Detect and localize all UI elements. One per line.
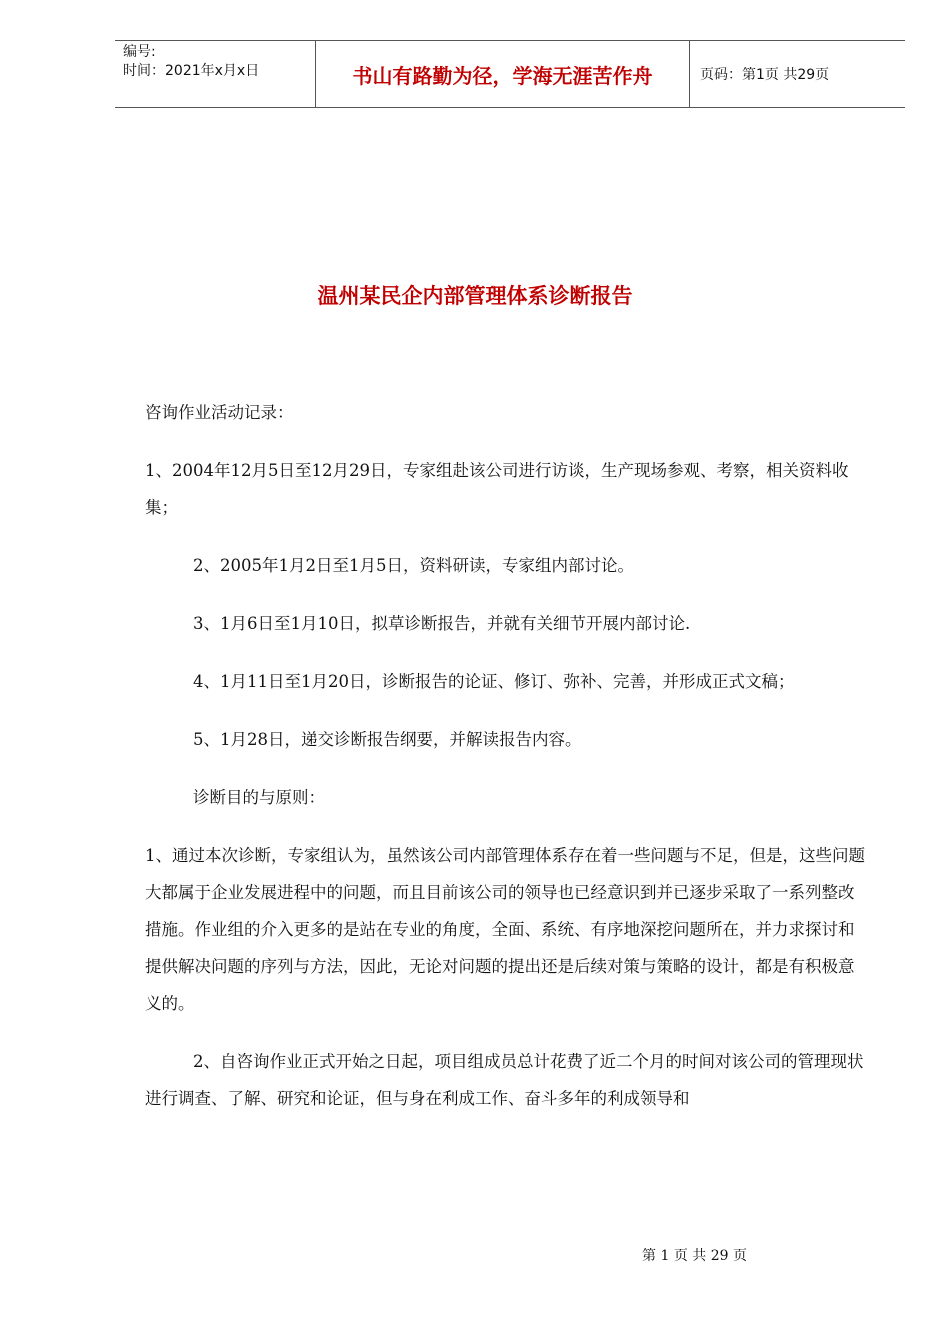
document-body — [145, 394, 867, 1138]
header-meta — [115, 41, 316, 107]
document-time-label: 时间：2021年x月x日 — [123, 63, 260, 79]
paragraph-activity-3: 3、1月6日至1月10日，拟草诊断报告，并就有关细节开展内部讨论. — [193, 614, 691, 633]
paragraph-activity-2: 2、2005年1月2日至1月5日，资料研读，专家组内部讨论。 — [193, 556, 634, 575]
paragraph-purpose-2: 2、自咨询作业正式开始之日起，项目组成员总计花费了近二个月的时间对该公司的管理现状进行调查、了解、研究和论证，但与身在利成工作、奋斗多年的利成领导和 — [145, 1052, 864, 1108]
document-number-label: 编号: — [123, 44, 156, 60]
paragraph-activity-4: 4、1月11日至1月20日，诊断报告的论证、修订、弥补、完善，并形成正式文稿； — [193, 672, 795, 691]
paragraph-activity-5: 5、1月28日，递交诊断报告纲要，并解读报告内容。 — [193, 730, 582, 749]
page-footer: 第 1 页 共 29 页 — [642, 1248, 747, 1264]
header-motto: 书山有路勤为径，学海无涯苦作舟 — [316, 41, 690, 107]
header-page-info: 页码：第1页 共29页 — [700, 67, 830, 83]
paragraph-activity-heading: 咨询作业活动记录： — [145, 403, 294, 422]
paragraph-purpose-heading: 诊断目的与原则： — [193, 788, 325, 807]
document-title: 温州某民企内部管理体系诊断报告 — [317, 284, 633, 308]
paragraph-activity-1: 1、2004年12月5日至12月29日，专家组赴该公司进行访谈，生产现场参观、考察，相关资料收集； — [145, 461, 849, 517]
paragraph-purpose-1: 1、通过本次诊断，专家组认为，虽然该公司内部管理体系存在着一些问题与不足，但是，这些问题大都属于企业发展进程中的问题，而且目前该公司的领导也已经意识到并已逐步采取了一系列整改措施。作业组的介入更多的是站在专业的角度，全面、系统、有序地深挖问题所在，并力求探讨和提供解决问题的序列与方法，因此，无论对问题的提出还是后续对策与策略的设计，都是有积极意义的。 — [145, 846, 865, 1013]
page-header — [115, 40, 905, 108]
